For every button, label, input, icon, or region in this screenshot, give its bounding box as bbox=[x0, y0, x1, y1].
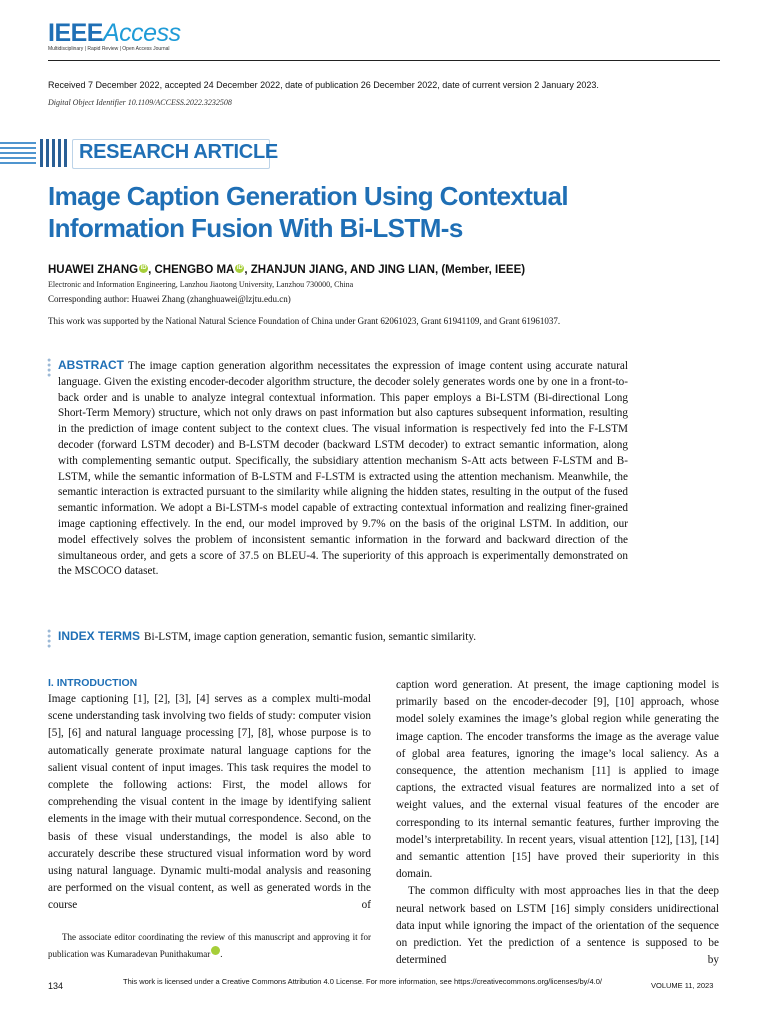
orcid-icon[interactable]: iD bbox=[236, 265, 243, 271]
journal-tagline: Multidisciplinary | Rapid Review | Open Access Journal bbox=[48, 46, 170, 52]
affiliation: Electronic and Information Engineering, Lanzhou Jiaotong University, Lanzhou 730000, China bbox=[48, 280, 354, 289]
abstract-dots-icon: ● ● ● ● bbox=[47, 357, 52, 379]
authors-rest: , ZHANJUN JIANG, AND JING LIAN, (Member, IEEE) bbox=[244, 264, 526, 276]
intro-paragraph-1: Image captioning [1], [2], [3], [4] serves as a complex multi-modal scene understanding task involving two fields of study: computer vision [5], [6] and natural language processing [7], [8], whose purpose is to automatically generate proximate natural language captions for the salient visual content of input images. This task requires the model to complete the following actions: First, the model allows for comprehending the visual content in the image by identifying salient elements in the image with their mutual correspondence. Second, on the basis of these visual understandings, the model is also able to accurately describe these structured visual information word by word using natural language. Dynamic multi-modal analysis and reasoning are performed on the visual content, as well as generated words in the course of bbox=[48, 693, 371, 912]
author-1: HUAWEI ZHANG bbox=[48, 264, 139, 276]
abstract-text: The image caption generation algorithm necessitates the expression of image content using accurate natural language. Given the existing encoder-decoder algorithm structure, the decoder solely generates words one by one in a front-to-back order and is unable to analyze integral contextual information. This paper employs a Bi-LSTM (Bi-directional Long Short-Term Memory) structure, which not only draws on past information but also captures subsequent information, resulting in the prediction of image content subject to the context clues. The visual information is respectively fed into the F-LSTM decoder (forward LSTM decoder) and B-LSTM decoder (backward LSTM decoder) to extract semantic information, along with complementing semantic output. Specifically, the subsidiary attention mechanism S-Att acts between F-LSTM and B-LSTM, while the semantic information of B-LSTM and F-LSTM is extracted using the attention mechanism. Meanwhile, the semantic interaction is extracted pursuant to the similarity while aligning the hidden states, resulting in the output of the fused semantic information. We adopt a Bi-LSTM-s model capable of extracting contextual information and realizing finer-grained image captioning effectively. In the end, our model improved by 9.7% on the basis of the original LSTM. In addition, our model effectively solves the problem of inconsistent semantic information in the forward and backward direction of the simultaneous order, and gets a score of 37.5 on BLEU-4. The superiority of this approach is experimentally demonstrated on the MSCOCO dataset. bbox=[58, 360, 628, 578]
index-terms-block bbox=[58, 629, 476, 645]
footnote-end: . bbox=[220, 949, 223, 959]
intro-paragraph-3: The common difficulty with most approaches lies in that the deep neural network based on LSTM [16] simply considers unidirectional data input while ignoring the impact of the orientation of the sequence on prediction. Yet the prediction of a sentence is supposed to be determined by bbox=[396, 885, 719, 967]
doi-line[interactable]: Digital Object Identifier 10.1109/ACCESS.2022.3232508 bbox=[48, 98, 232, 107]
banner-stripes-graphic bbox=[0, 137, 70, 169]
abstract-heading: ABSTRACT bbox=[58, 358, 124, 372]
footnote-text: The associate editor coordinating the review of this manuscript and approving it for publication was Kumaradevan Punithakumar bbox=[48, 932, 371, 959]
paper-title: Image Caption Generation Using Contextual Information Fusion With Bi-LSTM-s bbox=[48, 181, 569, 243]
editor-footnote bbox=[48, 929, 371, 963]
received-dates: Received 7 December 2022, accepted 24 December 2022, date of publication 26 December 2022, date of current version 2 January 2023. bbox=[48, 80, 599, 90]
logo-access-text: Access bbox=[102, 19, 181, 47]
abstract-block bbox=[58, 358, 628, 580]
index-terms-heading: INDEX TERMS bbox=[58, 629, 141, 643]
right-column bbox=[396, 677, 719, 969]
header-divider bbox=[48, 60, 720, 61]
license-notice[interactable]: This work is licensed under a Creative Commons Attribution 4.0 License. For more information, see https://creativecommons.org/licenses/by/4.0/ bbox=[123, 977, 602, 986]
funding-note: This work was supported by the National Natural Science Foundation of China under Grant 62061023, Grant 61941109, and Grant 61961037. bbox=[48, 316, 561, 326]
left-column bbox=[48, 691, 371, 915]
index-terms-dots-icon: ● ● ● ● bbox=[47, 628, 52, 650]
article-type-label: RESEARCH ARTICLE bbox=[79, 141, 278, 163]
logo-ieee-text: IEEE bbox=[48, 19, 103, 47]
page-number: 134 bbox=[48, 981, 64, 991]
intro-paragraph-2: caption word generation. At present, the image captioning model is primarily based on the encoder-decoder [9], [10] approach, whose model solely examines the image’s global region while generating the image caption. The encoder transforms the image as the average value of global area features, ignoring the image’s local saliency. As a consequence, the attention mechanism [11] is applied to image captions, the extracted visual features are normalized into a set of weight values, and the external visual features of the encoder are corresponding to its internal semantic features, further improving the model’s interpretability. In recent years, visual attention [12], [13], [14] and semantic attention [15] have proved their superiority in this domain. bbox=[396, 679, 719, 881]
orcid-icon[interactable]: iD bbox=[211, 946, 220, 955]
volume-info: VOLUME 11, 2023 bbox=[651, 981, 714, 990]
section-heading-introduction: I. INTRODUCTION bbox=[48, 677, 138, 689]
author-2: , CHENGBO MA bbox=[148, 264, 235, 276]
author-list bbox=[48, 264, 525, 276]
corresponding-author: Corresponding author: Huawei Zhang (zhanghuawei@lzjtu.edu.cn) bbox=[48, 294, 291, 304]
orcid-icon[interactable]: iD bbox=[140, 265, 147, 271]
index-terms-text: Bi-LSTM, image caption generation, semantic fusion, semantic similarity. bbox=[144, 631, 477, 643]
journal-logo bbox=[48, 19, 181, 48]
